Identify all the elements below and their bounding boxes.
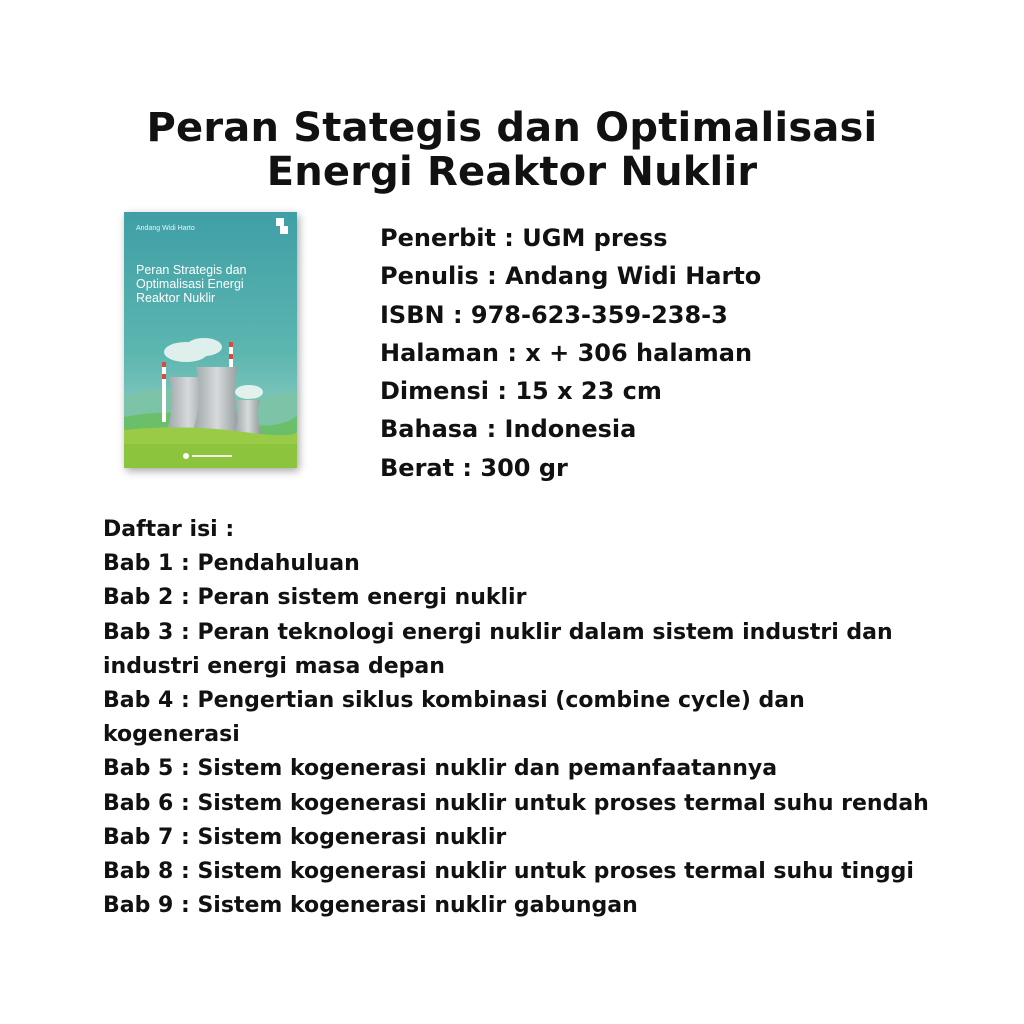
toc-item-8: Bab 8 : Sistem kogenerasi nuklir untuk proses termal suhu tinggi	[103, 859, 914, 885]
spec-dimensions: Dimensi : 15 x 23 cm	[380, 377, 662, 406]
toc-item-2: Bab 2 : Peran sistem energi nuklir	[103, 585, 527, 611]
cover-cooling-tower-3	[234, 400, 262, 434]
cover-chimney-left	[162, 362, 166, 422]
page-title-line-2: Energi Reaktor Nuklir	[266, 149, 758, 195]
toc-item-7: Bab 7 : Sistem kogenerasi nuklir	[103, 824, 507, 850]
cover-cooling-tower-2	[192, 367, 242, 434]
toc-item-9: Bab 9 : Sistem kogenerasi nuklir gabungan	[103, 893, 638, 919]
spec-publisher: Penerbit : UGM press	[380, 224, 668, 252]
spec-pages: Halaman : x + 306 halaman	[380, 338, 753, 367]
toc-item-3: Bab 3 : Peran teknologi energi nuklir dalam sistem industri dan industri energi masa depan	[103, 619, 893, 679]
table-of-contents	[103, 513, 933, 923]
cover-title-line-1: Peran Strategis dan	[136, 263, 247, 277]
spec-language: Bahasa : Indonesia	[380, 415, 637, 444]
toc-item-4: Bab 4 : Pengertian siklus kombinasi (combine cycle) dan kogenerasi	[103, 688, 805, 748]
toc-item-5: Bab 5 : Sistem kogenerasi nuklir dan pemanfaatannya	[103, 756, 778, 782]
book-specifications	[380, 219, 980, 487]
cover-author: Andang Widi Harto	[136, 225, 195, 232]
page-title-line-1: Peran Stategis dan Optimalisasi	[146, 105, 878, 151]
toc-item-6: Bab 6 : Sistem kogenerasi nuklir untuk proses termal suhu rendah	[103, 790, 929, 816]
spec-author: Penulis : Andang Widi Harto	[380, 262, 762, 291]
cover-title-line-2: Optimalisasi Energi	[136, 277, 244, 291]
book-cover-image	[124, 212, 297, 468]
toc-heading: Daftar isi :	[103, 517, 235, 542]
cover-title-line-3: Reaktor Nuklir	[136, 291, 216, 305]
spec-isbn: ISBN : 978-623-359-238-3	[380, 300, 728, 329]
spec-weight: Berat : 300 gr	[380, 453, 568, 482]
page-title	[0, 106, 1024, 194]
cover-publisher-mark-icon	[183, 453, 189, 459]
toc-item-1: Bab 1 : Pendahuluan	[103, 551, 360, 577]
